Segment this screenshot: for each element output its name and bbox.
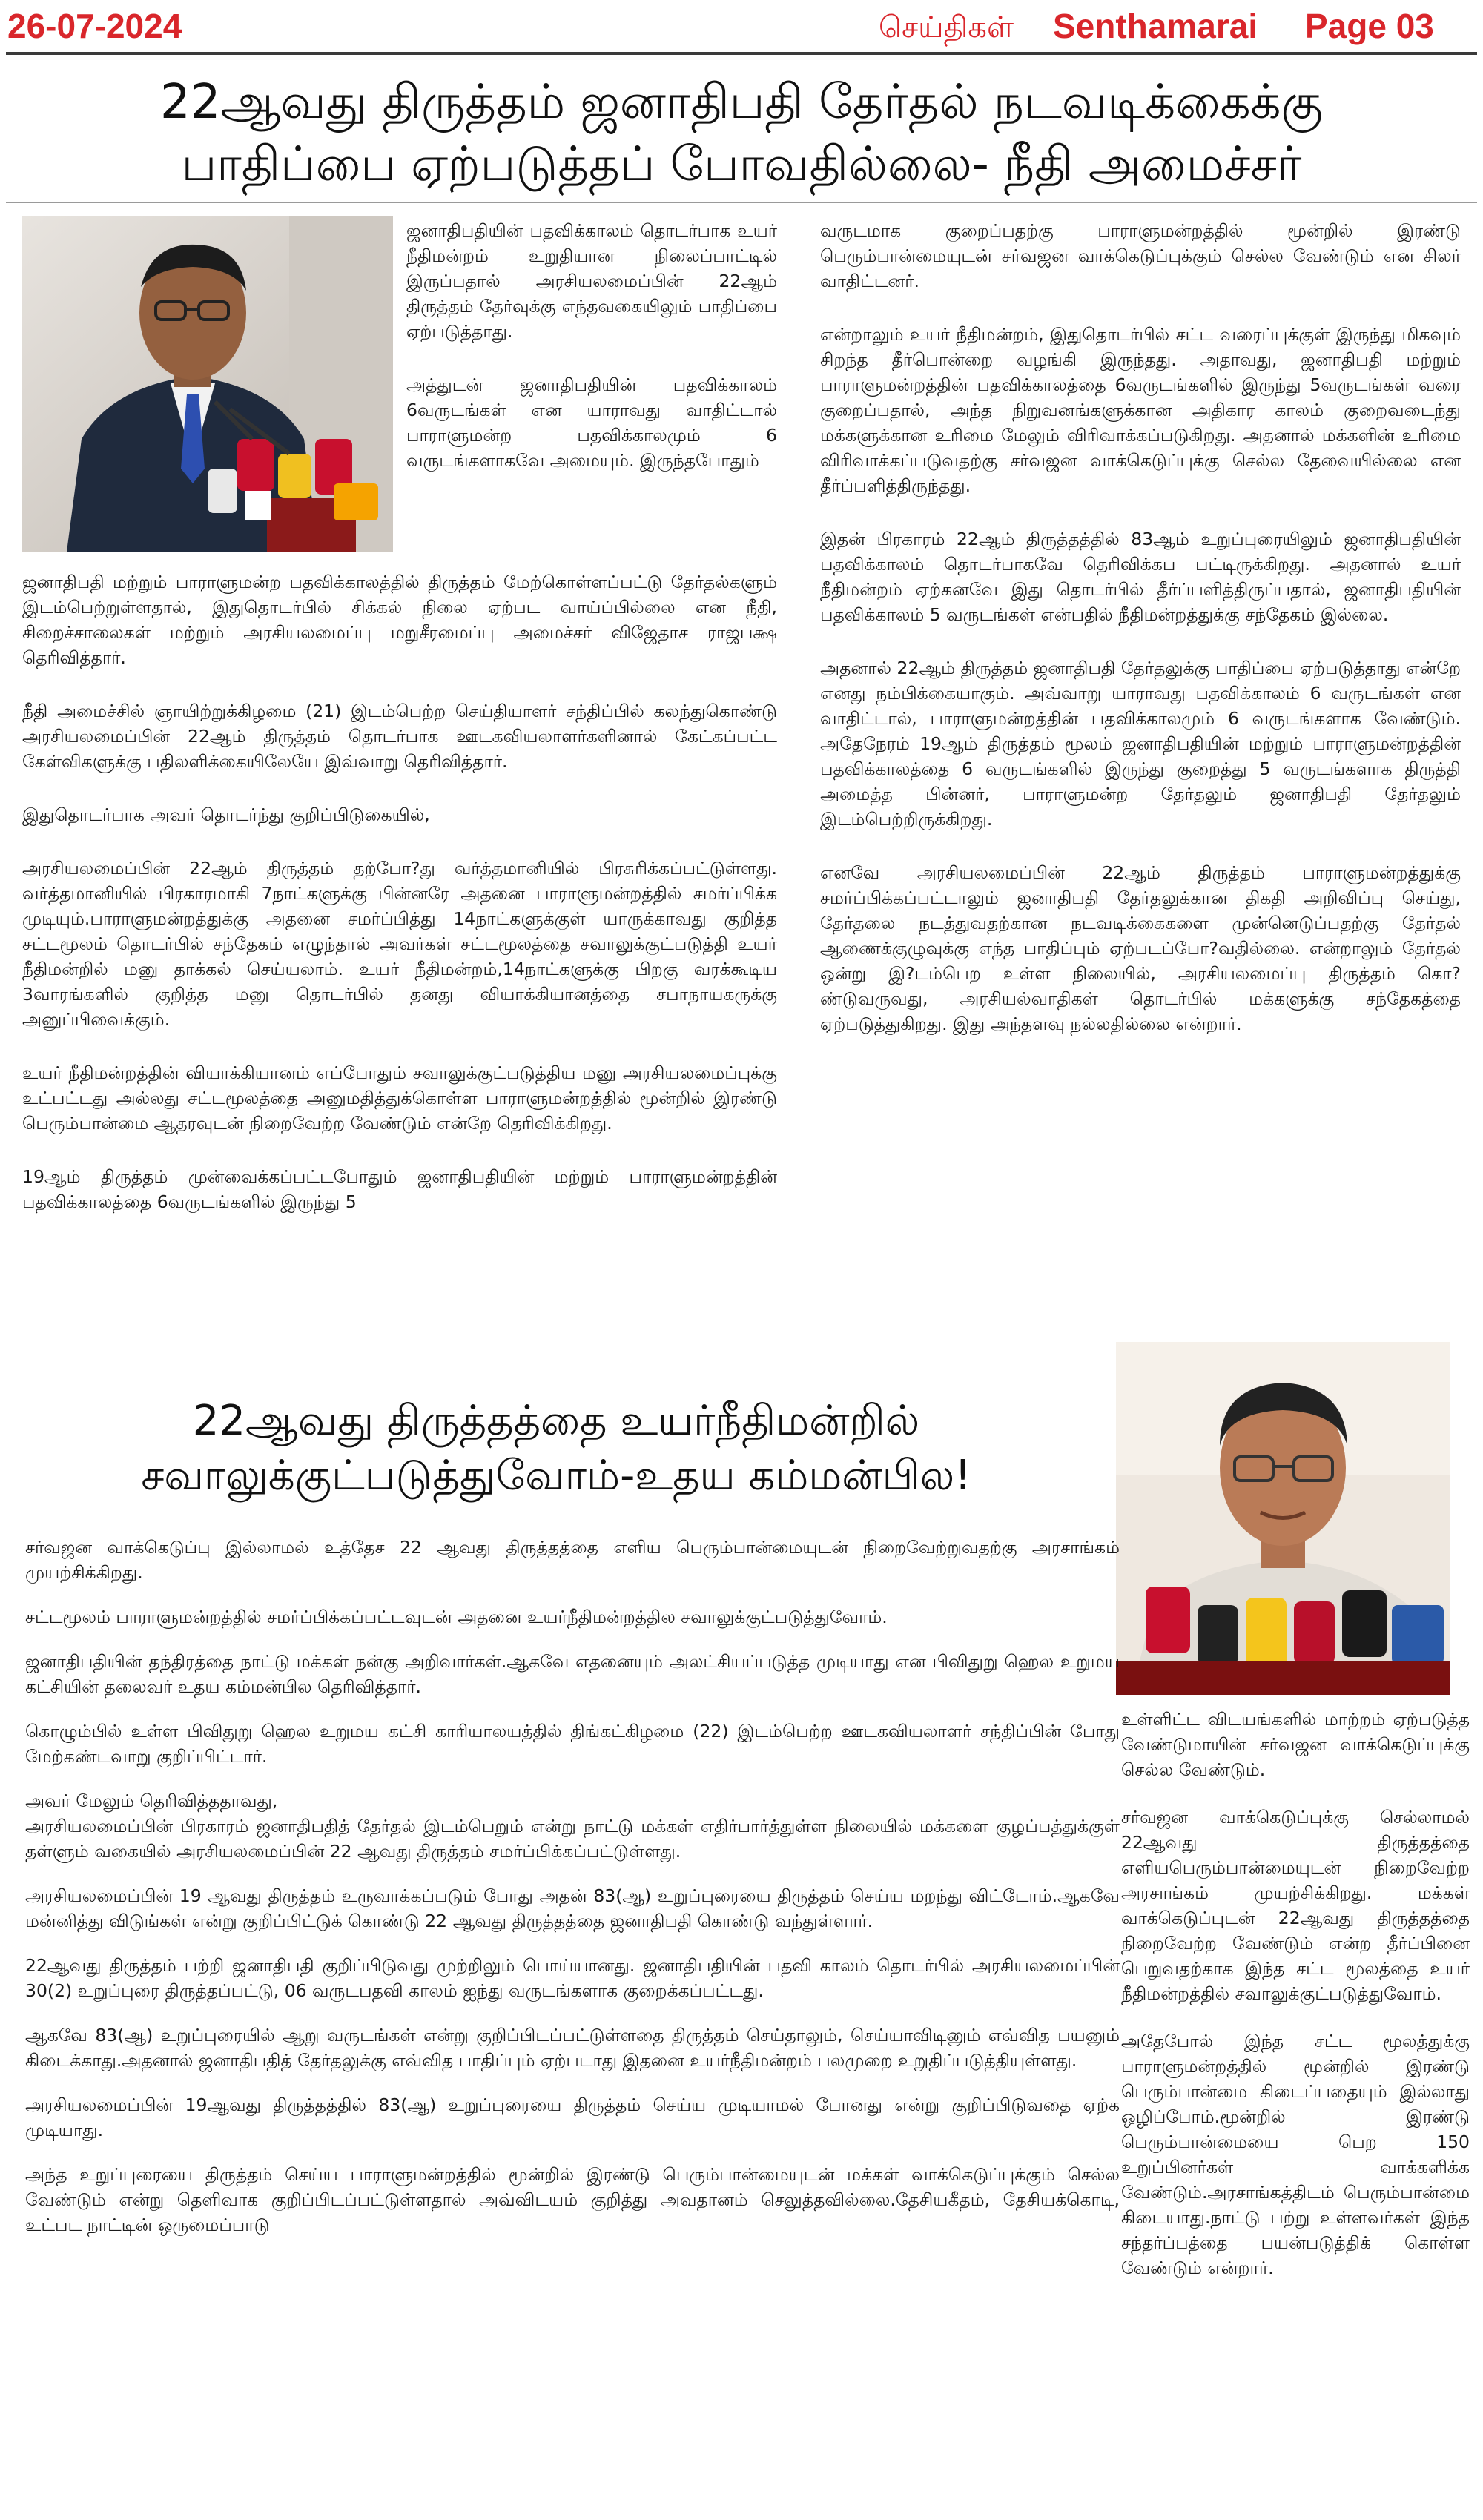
paragraph: வருடமாக குறைப்பதற்கு பாராளுமன்றத்தில் மூன்றில் இரண்டு பெரும்பான்மையுடன் சர்வஜன வாக்கெடுப்புக்கும் செல்ல வேண்டும் என சிலர் வாதிட்டனர். <box>820 220 1461 291</box>
article1-headline <box>15 71 1468 196</box>
paragraph: இதுதொடர்பாக அவர் தொடர்ந்து குறிப்பிடுகையில், <box>22 804 430 825</box>
paragraph: உள்ளிட்ட விடயங்களில் மாற்றம் ஏற்படுத்த வேண்டுமாயின் சர்வஜன வாக்கெடுப்புக்கு செல்ல வேண்டும். <box>1121 1709 1470 1780</box>
paragraph: அரசியலமைப்பின் 19ஆவது திருத்தத்தில் 83(ஆ) உறுப்புரையை திருத்தம் செய்ய முடியாமல் போனது என்று குறிப்பிடுவதை ஏற்க முடியாது. <box>25 2094 1120 2140</box>
paragraph: அத்துடன் ஜனாதிபதியின் பதவிக்காலம் 6வருடங்கள் என யாராவது வாதிட்டால் பாராளுமன்ற பதவிக்காலமும் 6 வருடங்களாகவே அமையும். இருந்தபோதும் <box>406 374 777 471</box>
paragraph: அந்த உறுப்புரையை திருத்தம் செய்ய பாராளுமன்றத்தில் மூன்றில் இரண்டு பெரும்பான்மையுடன் மக்கள் வாக்கெடுப்புக்கும் செல்ல வேண்டும் என்று தெளிவாக குறிப்பிடப்பட்டுள்ளதால் அவ்விடயம் குறித்து அவதானம் செலுத்தவில்லை.தேசியகீதம், தேசியக்கொடி, உட்பட நாட்டின் ஒருமைப்பாடு <box>25 2164 1120 2235</box>
paragraph: சட்டமூலம் பாராளுமன்றத்தில் சமர்ப்பிக்கப்பட்டவுடன் அதனை உயர்நீதிமன்றத்தில சவாலுக்குட்படுத்துவோம். <box>25 1607 888 1627</box>
article1-right-column <box>820 218 1461 1036</box>
section-name: செய்திகள் <box>879 10 1014 44</box>
headline-line-2: சவாலுக்குட்படுத்துவோம்-உதய கம்மன்பில! <box>141 1452 971 1500</box>
paragraph: அதேபோல் இந்த சட்ட மூலத்துக்கு பாராளுமன்றத்தில் மூன்றில் இரண்டு பெரும்பான்மை கிடைப்பதையும் இல்லாது ஒழிப்போம்.மூன்றில் இரண்டு பெரும்பான்மையை பெற 150 உறுப்பினர்கள் வாக்களிக்க வேண்டும்.அரசாங்கத்திடம் பெரும்பான்மை கிடையாது.நாட்டு பற்று உள்ளவர்கள் இந்த சந்தர்ப்பத்தை பயன்படுத்திக் கொள்ள வேண்டும் என்றார். <box>1121 2031 1470 2278</box>
article1-intro-beside-photo <box>406 218 777 473</box>
paragraph: உயர் நீதிமன்றத்தின் வியாக்கியானம் எப்போதும் சவாலுக்குட்படுத்திய மனு அரசியலமைப்புக்கு உட்பட்டது அல்லது சட்டமூலத்தை அனுமதித்துக்கொள்ள பாராளுமன்றத்தில் மூன்றில் இரண்டு பெரும்பான்மை ஆதரவுடன் நிறைவேற்ற வேண்டும் என்றே தெரிவிக்கிறது. <box>22 1062 777 1134</box>
udaya-gammanpila-photo <box>1116 1342 1450 1695</box>
paragraph: ஜனாதிபதியின் பதவிக்காலம் தொடர்பாக உயர் நீதிமன்றம் உறுதியான நிலைப்பாட்டில் இருப்பதால் அரசியலமைப்பின் 22ஆம் திருத்தம் தேர்வுக்கு எந்தவகையிலும் பாதிப்பை ஏற்படுத்தாது. <box>406 220 777 342</box>
paragraph: என்றாலும் உயர் நீதிமன்றம், இதுதொடர்பில் சட்ட வரைப்புக்குள் இருந்து மிகவும் சிறந்த தீர்பொன்றை வழங்கி இருந்தது. அதாவது, ஜனாதிபதி மற்றும் பாராளுமன்றத்தின் பதவிக்காலத்தை 6வருடங்களில் இருந்து 5வருடங்கள் வரை குறைப்பதால், அந்த நிறுவனங்களுக்கான அதிகார காலம் குறைவடைந்து மக்களுக்கான உரிமை மேலும் விரிவாக்கப்படுகிறது. அதனால் மக்களின் உரிமை விரிவாக்கப்படுவதற்கு சர்வஜன வாக்கெடுப்புக்கு செல்ல தேவையில்லை என தீர்ப்பளித்திருந்தது. <box>820 324 1461 496</box>
paragraph: சர்வஜன வாக்கெடுப்பு இல்லாமல் உத்தேச 22 ஆவது திருத்தத்தை எளிய பெரும்பான்மையுடன் நிறைவேற்றுவதற்கு அரசாங்கம் முயற்சிக்கிறது. <box>25 1537 1120 1583</box>
paragraph: இதன் பிரகாரம் 22ஆம் திருத்தத்தில் 83ஆம் உறுப்புரையிலும் ஜனாதிபதியின் பதவிக்காலம் தொடர்பாகவே தெரிவிக்கப பட்டிருக்கிறது. அதனால் உயர் நீதிமன்றம் ஏற்கனவே இது தொடர்பில் தீர்ப்பளித்திருப்பதால், ஜனாதிபதியின் பதவிக்காலம் 5 வருடங்கள் என்பதில் நீதிமன்றத்துக்கு சந்தேகம் இல்லை. <box>820 529 1461 625</box>
paragraph: ஜனாதிபதியின் தந்திரத்தை நாட்டு மக்கள் நன்கு அறிவார்கள்.ஆகவே எதனையும் அலட்சியப்படுத்த முடியாது என பிவிதுறு ஹெல உறுமய கட்சியின் தலைவர் உதய கம்மன்பில தெரிவித்தார். <box>25 1651 1120 1697</box>
minister-photo <box>22 216 393 552</box>
paragraph: சர்வஜன வாக்கெடுப்புக்கு செல்லாமல் 22ஆவது திருத்தத்தை எளியபெரும்பான்மையுடன் நிறைவேற்ற அரசாங்கம் முயற்சிக்கிறது. மக்கள் வாக்கெடுப்புடன் 22ஆவது திருத்தத்தை நிறைவேற்ற வேண்டும் என்ற தீர்ப்பினை பெறுவதற்காக இந்த சட்ட மூலத்தை உயர் நீதிமன்றத்தில் சவாலுக்குட்படுத்துவோம். <box>1121 1807 1470 2004</box>
speaker-at-podium-icon <box>22 216 393 552</box>
paragraph: 22ஆவது திருத்தம் பற்றி ஜனாதிபதி குறிப்பிடுவது முற்றிலும் பொய்யானது. ஜனாதிபதியின் பதவி காலம் தொடர்பில் அரசியலமைப்பின் 30(2) உறுப்புரை திருத்தப்பட்டு, 06 வருடபதவி காலம் ஐந்து வருடங்களாக குறைக்கப்பட்டது. <box>25 1955 1120 2001</box>
speaker-with-microphones-icon <box>1116 1342 1450 1695</box>
paragraph: எனவே அரசியலமைப்பின் 22ஆம் திருத்தம் பாராளுமன்றத்துக்கு சமர்ப்பிக்கப்பட்டாலும் ஜனாதிபதி தேர்தலுக்கான திகதி அறிவிப்பு செய்து, தேர்தலை நடத்துவதற்கான நடவடிக்கைகளை முன்னெடுப்பதற்கு தேர்தல் ஆணைக்குழுவுக்கு எந்த பாதிப்பும் ஏற்படப்போ?வதில்லை. என்றாலும் தேர்தல் ஒன்று இ?டம்பெற உள்ள நிலையில், அரசியலமைப்பு திருத்தம் கொ?ண்டுவருவது, அரசியல்வாதிகள் தொடர்பில் மக்களுக்கு சந்தேகத்தை ஏற்படுத்துகிறது. இது அந்தளவு நல்லதில்லை என்றார். <box>820 862 1461 1034</box>
header-rule <box>6 52 1477 55</box>
page-number: Page 03 <box>1305 7 1434 45</box>
paragraph: அவர் மேலும் தெரிவித்ததாவது, அரசியலமைப்பின் பிரகாரம் ஜனாதிபதித் தேர்தல் இடம்பெறும் என்று நாட்டு மக்கள் எதிர்பார்த்துள்ள நிலையில் மக்களை குழப்பத்துக்குள் தள்ளும் வகையில் அரசியலமைப்பின் 22 ஆவது திருத்தம் சமர்ப்பிக்கப்பட்டுள்ளது. <box>25 1790 1120 1862</box>
paragraph: அரசியலமைப்பின் 22ஆம் திருத்தம் தற்போ?து வர்த்தமானியில் பிரசுரிக்கப்பட்டுள்ளது. வர்த்தமானியில் பிரகாரமாகி 7நாட்களுக்கு பின்னரே அதனை பாராளுமன்றத்தில் சமர்ப்பிக்க முடியும்.பாராளுமன்றத்துக்கு அதனை சமர்ப்பித்து 14நாட்களுக்குள் யாருக்காவது குறித்த சட்டமூலம் தொடர்பில் சந்தேகம் எழுந்தால் அவர்கள் சட்டமூலத்தை சவாலுக்குட்படுத்தி உயர் நீதிமன்றில் மனு தாக்கல் செய்யலாம். உயர் நீதிமன்றம்,14நாட்களுக்கு பிறகு வரக்கூடிய 3வாரங்களில் குறித்த மனு தொடர்பில் தனது வியாக்கியானத்தை சபாநாயகருக்கு அனுப்பிவைக்கும். <box>22 858 777 1030</box>
article1-left-column <box>22 569 777 1214</box>
issue-date: 26-07-2024 <box>7 7 182 45</box>
headline-line-2: பாதிப்பை ஏற்படுத்தப் போவதில்லை- நீதி அமைச்சர் <box>181 137 1302 192</box>
article2-side-column <box>1121 1707 1470 2281</box>
paragraph: நீதி அமைச்சில் ஞாயிற்றுக்கிழமை (21) இடம்பெற்ற செய்தியாளர் சந்திப்பில் கலந்துகொண்டு அரசியலமைப்பின் 22ஆம் திருத்தம் தொடர்பாக ஊடகவியலாளர்களினால் கேட்கப்பட்ட கேள்விகளுக்கு பதிலளிக்கையிலேயே இவ்வாறு தெரிவித்தார். <box>22 701 777 772</box>
headline-line-1: 22ஆவது திருத்தம் ஜனாதிபதி தேர்தல் நடவடிக்கைக்கு <box>160 75 1323 130</box>
paragraph: அதனால் 22ஆம் திருத்தம் ஜனாதிபதி தேர்தலுக்கு பாதிப்பை ஏற்படுத்தாது என்றே எனது நம்பிக்கையாகும். அவ்வாறு யாராவது பதவிக்காலம் 6 வருடங்கள் என வாதிட்டால், பாராளுமன்றத்தின் பதவிக்காலமும் 6 வருடங்களாக வேண்டும். அதேநேரம் 19ஆம் திருத்தம் மூலம் ஜனாதிபதியின் மற்றும் பாராளுமன்றத்தின் பதவிக்காலத்தை 6 வருடங்களில் இருந்து குறைத்து 5 வருடங்களாக திருத்தி அமைத்த பின்னர், பாராளுமன்ற தேர்தலும் ஜனாதிபதி தேர்தலும் இடம்பெற்றிருக்கிறது. <box>820 658 1461 830</box>
article2-main-column <box>25 1535 1120 2238</box>
paragraph: ஆகவே 83(ஆ) உறுப்புரையில் ஆறு வருடங்கள் என்று குறிப்பிடப்பட்டுள்ளதை திருத்தம் செய்தாலும், செய்யாவிடினும் எவ்வித பயனும் கிடைக்காது.அதனால் ஜனாதிபதித் தேர்தலுக்கு எவ்வித பாதிப்பும் ஏற்படாது இதனை உயர்நீதிமன்றம் பலமுறை உறுதிப்படுத்தியுள்ளது. <box>25 2025 1120 2071</box>
paragraph: 19ஆம் திருத்தம் முன்வைக்கப்பட்டபோதும் ஜனாதிபதியின் மற்றும் பாராளுமன்றத்தின் பதவிக்காலத்தை 6வருடங்களில் இருந்து 5 <box>22 1166 777 1212</box>
headline-line-1: 22ஆவது திருத்தத்தை உயர்நீதிமன்றில் <box>192 1397 920 1445</box>
paragraph: கொழும்பில் உள்ள பிவிதுறு ஹெல உறுமய கட்சி காரியாலயத்தில் திங்கட்கிழமை (22) இடம்பெற்ற ஊடகவியலாளர் சந்திப்பின் போது மேற்கண்டவாறு குறிப்பிட்டார். <box>25 1721 1120 1767</box>
page-header <box>0 0 1483 53</box>
paragraph: அரசியலமைப்பின் 19 ஆவது திருத்தம் உருவாக்கப்படும் போது அதன் 83(ஆ) உறுப்புரையை திருத்தம் செய்ய மறந்து விட்டோம்.ஆகவே மன்னித்து விடுங்கள் என்று குறிப்பிட்டுக் கொண்டு 22 ஆவது திருத்தத்தை ஜனாதிபதி கொண்டு வந்துள்ளார். <box>25 1885 1120 1931</box>
headline-rule <box>6 202 1477 203</box>
paragraph: ஜனாதிபதி மற்றும் பாராளுமன்ற பதவிக்காலத்தில் திருத்தம் மேற்கொள்ளப்பட்டு தேர்தல்களும் இடம்பெற்றுள்ளதால், இதுதொடர்பில் சிக்கல் நிலை ஏற்பட வாய்ப்பில்லை என நீதி, சிறைச்சாலைகள் மற்றும் அரசியலமைப்பு மறுசீரமைப்பு அமைச்சர் விஜேதாச ராஜபக்ஷ தெரிவித்தார். <box>22 572 777 668</box>
article2-headline <box>30 1394 1083 1504</box>
publication-name: Senthamarai <box>1053 7 1258 45</box>
